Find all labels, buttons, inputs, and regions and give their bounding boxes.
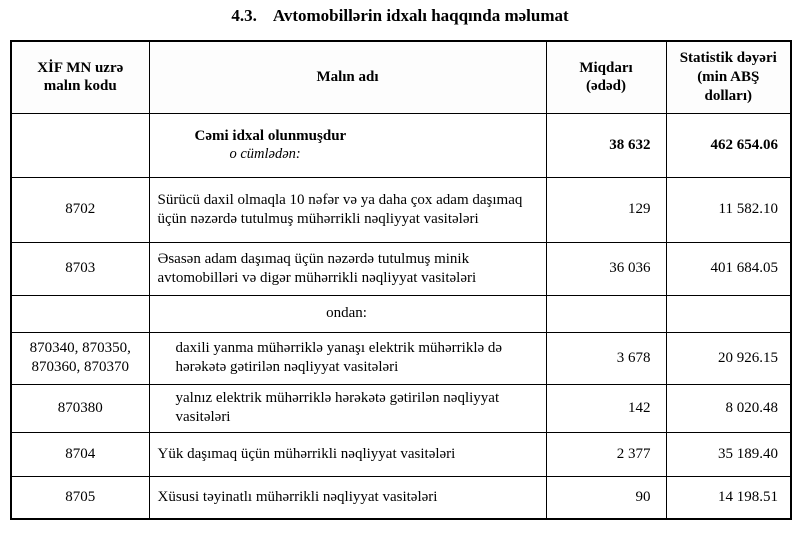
total-sublabel: o cümlədən: — [229, 146, 301, 163]
cell-value: 401 684.05 — [666, 242, 791, 295]
cell-name: ondan: — [149, 295, 546, 332]
cell-value: 35 189.40 — [666, 432, 791, 476]
cell-name: yalnız elektrik mühərriklə hərəkətə gətirilən nəqliyyat vasitələri — [149, 384, 546, 432]
cell-name — [149, 113, 546, 177]
cell-value: 20 926.15 — [666, 332, 791, 384]
cell-name: Yük daşımaq üçün mühərrikli nəqliyyat vasitələri — [149, 432, 546, 476]
cell-quantity: 90 — [546, 476, 666, 519]
cell-code — [11, 295, 149, 332]
column-header-value: Statistik dəyəri (min ABŞ dolları) — [666, 41, 791, 113]
cell-code: 870380 — [11, 384, 149, 432]
table-row — [11, 476, 791, 519]
cell-quantity: 3 678 — [546, 332, 666, 384]
cell-value: 8 020.48 — [666, 384, 791, 432]
cell-value — [666, 295, 791, 332]
cell-code: 8703 — [11, 242, 149, 295]
column-header-quantity: Miqdarı (ədəd) — [546, 41, 666, 113]
table-row — [11, 432, 791, 476]
cell-code: 8704 — [11, 432, 149, 476]
table-row-total — [11, 113, 791, 177]
section-title-text: Avtomobillərin idxalı haqqında məlumat — [272, 6, 569, 25]
total-label: Cəmi idxal olunmuşdur — [194, 127, 347, 144]
cell-code: 8702 — [11, 177, 149, 242]
cell-name: Xüsusi təyinatlı mühərrikli nəqliyyat vasitələri — [149, 476, 546, 519]
page-title — [0, 6, 800, 26]
cell-quantity: 129 — [546, 177, 666, 242]
table-row — [11, 384, 791, 432]
table-row — [11, 332, 791, 384]
section-number: 4.3. — [231, 6, 257, 25]
cell-name: Sürücü daxil olmaqla 10 nəfər və ya daha çox adam daşımaq üçün nəzərdə tutulmuş mühərrikli nəqliyyat vasitələri — [149, 177, 546, 242]
cell-name: daxili yanma mühərriklə yanaşı elektrik mühərriklə də hərəkətə gətirilən nəqliyyat vasitələri — [149, 332, 546, 384]
cell-quantity: 142 — [546, 384, 666, 432]
cell-code: 870340, 870350, 870360, 870370 — [11, 332, 149, 384]
cell-value: 14 198.51 — [666, 476, 791, 519]
table-row — [11, 177, 791, 242]
cell-value: 462 654.06 — [666, 113, 791, 177]
cell-quantity: 36 036 — [546, 242, 666, 295]
cell-quantity: 38 632 — [546, 113, 666, 177]
cell-code — [11, 113, 149, 177]
cell-value: 11 582.10 — [666, 177, 791, 242]
table-header-row — [11, 41, 791, 113]
column-header-code: XİF MN uzrə malın kodu — [11, 41, 149, 113]
cell-quantity: 2 377 — [546, 432, 666, 476]
cell-quantity — [546, 295, 666, 332]
cell-code: 8705 — [11, 476, 149, 519]
import-data-table — [10, 40, 792, 520]
table-row — [11, 242, 791, 295]
cell-name: Əsasən adam daşımaq üçün nəzərdə tutulmuş minik avtomobilləri və digər mühərrikli nəqliyyat vasitələri — [149, 242, 546, 295]
column-header-name: Malın adı — [149, 41, 546, 113]
table-row-divider — [11, 295, 791, 332]
